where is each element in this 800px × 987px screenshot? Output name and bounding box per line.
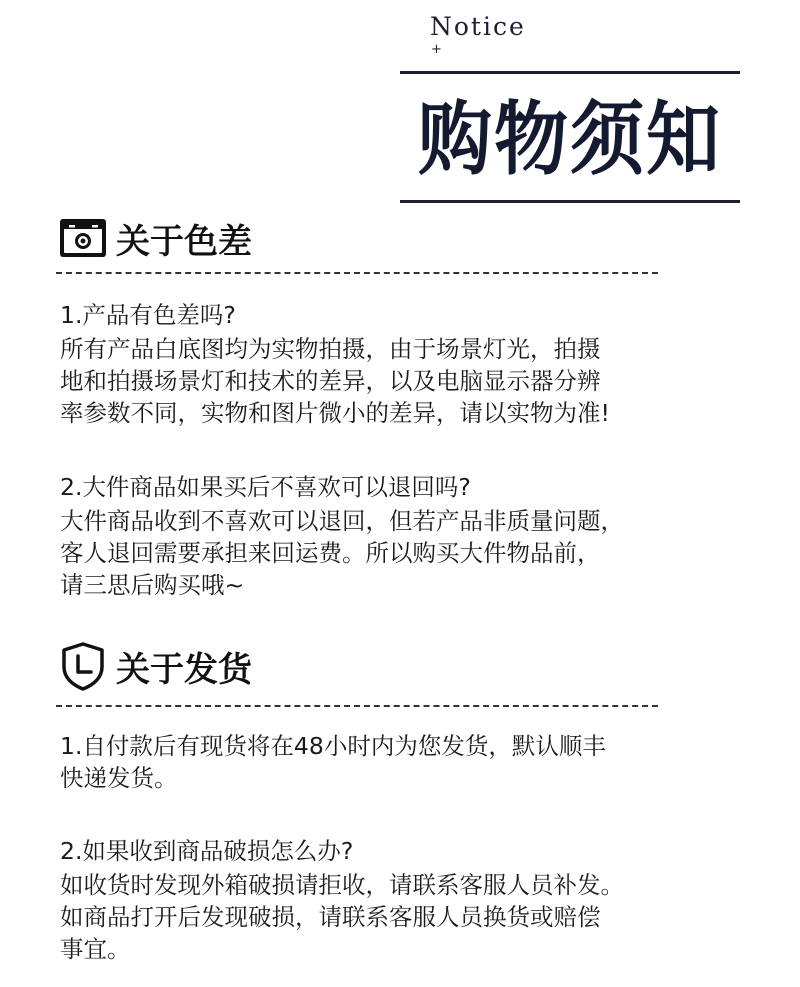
answer-line: 率参数不同，实物和图片微小的差异，请以实物为准! bbox=[60, 399, 610, 427]
notice-plus: + bbox=[431, 42, 442, 57]
answer-line: 地和拍摄场景灯和技术的差异，以及电脑显示器分辨 bbox=[60, 367, 601, 395]
camera-icon bbox=[58, 213, 108, 263]
answer-line: 1.自付款后有现货将在48小时内为您发货，默认顺丰 bbox=[60, 732, 606, 760]
answer-line: 请三思后购买哦~ bbox=[60, 571, 245, 599]
section-color-divider bbox=[56, 272, 658, 274]
section-shipping-divider bbox=[56, 705, 658, 707]
faq-return-answer bbox=[60, 505, 760, 601]
faq-return-question bbox=[60, 471, 760, 503]
answer-line: 客人退回需要承担来回运费。所以购买大件物品前， bbox=[60, 539, 601, 567]
header-rule-top bbox=[400, 71, 740, 74]
faq-damage-question bbox=[60, 835, 760, 867]
faq-color-answer bbox=[60, 333, 760, 429]
faq-shipping-answer bbox=[60, 730, 760, 794]
section-shipping-title: 关于发货 bbox=[116, 649, 252, 690]
question-line: 1.产品有色差吗? bbox=[60, 301, 236, 329]
question-line: 2.大件商品如果买后不喜欢可以退回吗? bbox=[60, 473, 471, 501]
section-color-header bbox=[58, 213, 252, 263]
section-shipping-header bbox=[58, 641, 252, 691]
notice-label: Notice bbox=[430, 12, 526, 41]
answer-line: 大件商品收到不喜欢可以退回，但若产品非质量问题， bbox=[60, 507, 624, 535]
answer-line: 如收货时发现外箱破损请拒收，请联系客服人员补发。 bbox=[60, 871, 624, 899]
answer-line: 如商品打开后发现破损，请联系客服人员换货或赔偿 bbox=[60, 903, 601, 931]
page-title: 购物须知 bbox=[418, 93, 722, 187]
header-rule-bottom bbox=[400, 200, 740, 203]
faq-damage-answer bbox=[60, 869, 760, 965]
question-line: 2.如果收到商品破损怎么办? bbox=[60, 837, 354, 865]
answer-line: 所有产品白底图均为实物拍摄，由于场景灯光，拍摄 bbox=[60, 335, 601, 363]
section-color-title: 关于色差 bbox=[116, 221, 252, 262]
shield-clock-icon bbox=[58, 641, 108, 691]
answer-line: 事宜。 bbox=[60, 935, 131, 963]
answer-line: 快递发货。 bbox=[60, 764, 178, 792]
faq-color-question bbox=[60, 299, 760, 331]
